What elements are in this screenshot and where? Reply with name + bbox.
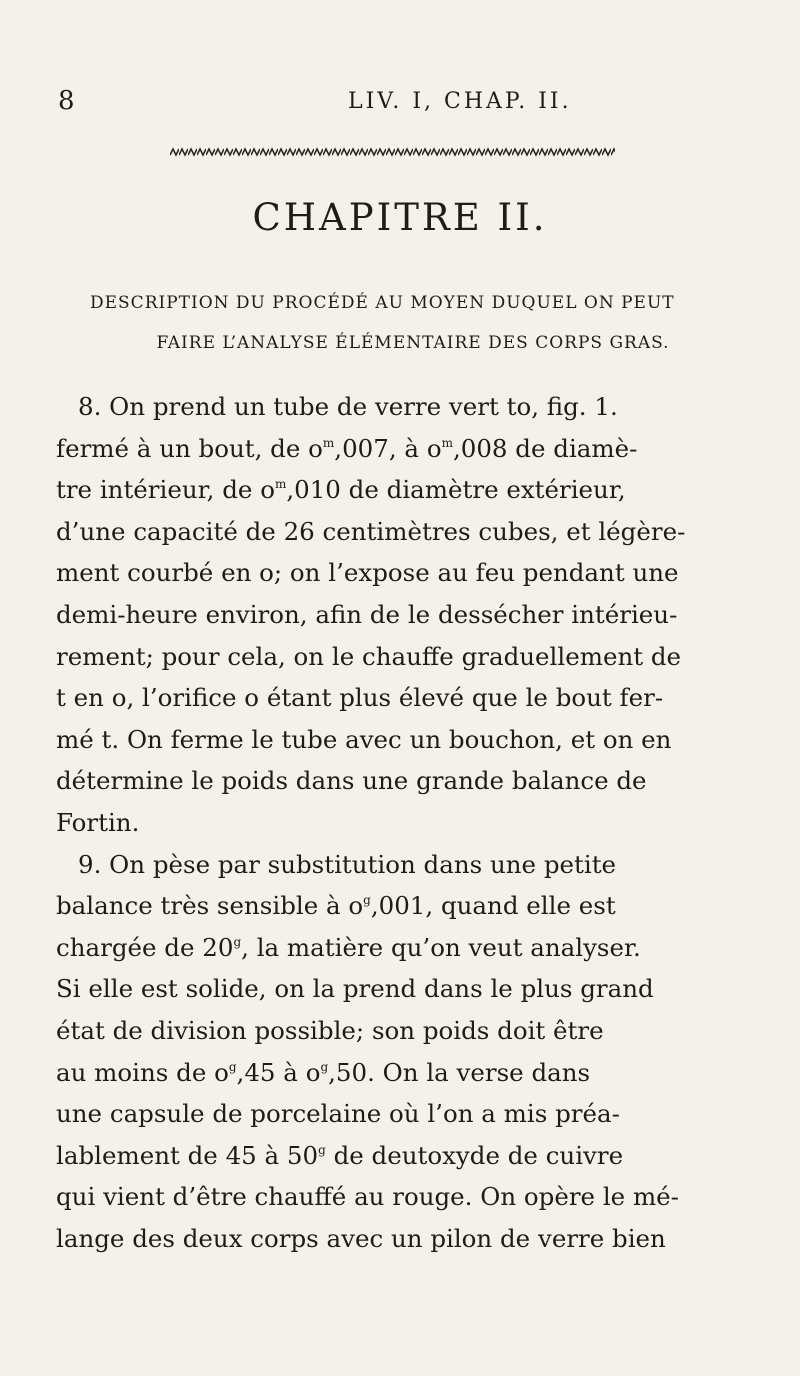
text-line: état de division possible; son poids doit être xyxy=(56,1015,604,1045)
text-line: une capsule de porcelaine où l’on a mis préa- xyxy=(56,1099,620,1129)
text-line: Fortin. xyxy=(56,807,140,837)
text-line: chargée de 20$^g$, la matière qu’on veut analyser. xyxy=(56,932,641,962)
text-line: Si elle est solide, on la prend dans le plus grand xyxy=(56,974,654,1004)
text-line: ment courbé en o; on l’expose au feu pendant une xyxy=(56,558,679,588)
text-line: fermé à un bout, de $o^m,007$, à $o^m,008$ de diamè- xyxy=(56,433,638,463)
chapter-subtitle-line-1: DESCRIPTION DU PROCÉDÉ AU MOYEN DUQUEL ON PEUT xyxy=(90,293,675,313)
page-number: 8 xyxy=(58,86,75,116)
running-head xyxy=(58,86,758,116)
text-line: tre intérieur, de $o^m,010$ de diamètre extérieur, xyxy=(56,475,626,505)
text-line: au moins de $o^g,45$ à $o^g,50$. On la verse dans xyxy=(56,1057,591,1087)
text-line: balance très sensible à $o^g,001$, quand elle est xyxy=(56,891,616,921)
text-line: mé t. On ferme le tube avec un bouchon, et on en xyxy=(56,724,672,754)
text-line: t en o, l’orifice o étant plus élevé que le bout fer- xyxy=(56,683,664,713)
text-line: lablement de 45 à 50$^g$ de deutoxyde de cuivre xyxy=(56,1140,624,1170)
text-line: 8. On prend un tube de verre vert to, fig. 1. xyxy=(78,392,618,421)
text-line: 9. On pèse par substitution dans une petite xyxy=(78,849,617,879)
body-text xyxy=(56,386,756,1259)
text-line: lange des deux corps avec un pilon de verre bien xyxy=(56,1223,666,1253)
text-line: rement; pour cela, on le chauffe graduellement de xyxy=(56,641,682,671)
running-title: LIV. I, CHAP. II. xyxy=(348,89,572,114)
decorative-rule xyxy=(170,146,615,158)
chapter-subtitle-line-2: FAIRE L’ANALYSE ÉLÉMENTAIRE DES CORPS GRAS. xyxy=(156,333,670,353)
text-line: qui vient d’être chauffé au rouge. On opère le mé- xyxy=(56,1182,679,1212)
text-line: détermine le poids dans une grande balance de xyxy=(56,766,647,796)
text-line: d’une capacité de 26 centimètres cubes, et légère- xyxy=(56,516,686,546)
chapter-title: CHAPITRE II. xyxy=(252,196,548,239)
text-line: demi-heure environ, afin de le dessécher intérieu- xyxy=(56,599,678,629)
